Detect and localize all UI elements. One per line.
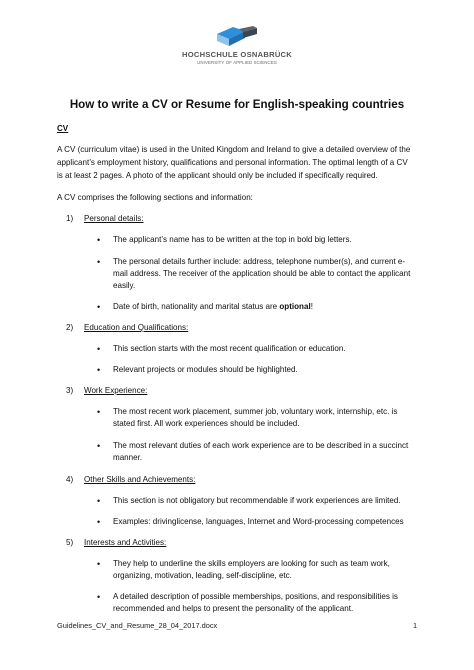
bullet-text: The applicant’s name has to be written at the top in bold big letters. [113,235,352,244]
bullet-text: The most relevant duties of each work experience are to be described in a succinct [113,441,409,450]
section-heading: Work Experience: [84,386,148,395]
section-number: 1) [66,214,74,223]
bullet-icon: • [97,559,101,569]
bullet-icon: • [97,302,101,312]
bullet-icon: • [97,407,101,417]
bullet-text: This section is not obligatory but recommendable if work experiences are limited. [113,496,401,505]
bullet-text: recommended and helps to present the personality of the applicant. [113,604,354,613]
footer-page-number: 1 [413,621,418,630]
bullet-icon: • [97,592,101,602]
bullet-text: mail address. The receiver of the application should be able to contact the applicant [113,269,411,278]
bullet-text: A detailed description of possible memberships, positions, and responsibilities is [113,592,398,601]
bullet-text-suffix: ! [310,302,313,311]
bullet-icon: • [97,257,101,267]
bullet-text: organizing, motivation, leading, self-discipline, etc. [113,571,292,580]
bullet-icon: • [97,344,101,354]
bullet-text: This section starts with the most recent qualification or education. [113,344,346,353]
footer-filename: Guidelines_CV_and_Resume_28_04_2017.docx [57,621,218,630]
section-heading: Interests and Activities: [84,538,167,547]
bullet-icon: • [97,517,101,527]
bullet-text: They help to underline the skills employers are looking for such as team work, [113,559,390,568]
bullet-text: easily. [113,281,136,290]
cv-heading: CV [57,124,69,133]
logo-name: HOCHSCHULE OSNABRÜCK [181,50,293,59]
bullet-icon: • [97,235,101,245]
intro-line: applicant’s employment history, qualifications and personal information. The optimal length of a CV [57,158,408,167]
section-heading: Other Skills and Achievements: [84,475,196,484]
bullet-text: The most recent work placement, summer job, voluntary work, internship, etc. is [113,407,398,416]
bullet-text: Examples: drivinglicense, languages, Internet and Word-processing competences [113,517,404,526]
bullet-text: manner. [113,453,143,462]
sections-intro: A CV comprises the following sections and information: [57,193,253,202]
logo-subtitle: UNIVERSITY OF APPLIED SCIENCES [197,60,277,65]
section-heading: Education and Qualifications: [84,323,189,332]
bullet-text: Relevant projects or modules should be highlighted. [113,365,298,374]
bullet-text [113,301,313,313]
bullet-text: stated first. All work experiences should be included. [113,419,300,428]
bullet-text-prefix: Date of birth, nationality and marital status are [113,302,280,311]
bullet-icon: • [97,496,101,506]
section-number: 3) [66,386,74,395]
section-number: 5) [66,538,74,547]
bullet-text: The personal details further include: address, telephone number(s), and current e- [113,257,406,266]
bullet-icon: • [97,441,101,451]
university-logo [181,25,293,65]
optional-emphasis: optional [279,302,311,311]
intro-line: is at least 2 pages. A photo of the applicant should only be included if specifically required. [57,171,378,180]
logo-mark-icon [215,25,259,47]
intro-line: A CV (curriculum vitae) is used in the United Kingdom and Ireland to give a detailed overview of the [57,145,411,154]
section-heading: Personal details: [84,214,144,223]
document-title: How to write a CV or Resume for English-speaking countries [69,98,405,111]
section-number: 4) [66,475,74,484]
section-number: 2) [66,323,74,332]
bullet-icon: • [97,365,101,375]
